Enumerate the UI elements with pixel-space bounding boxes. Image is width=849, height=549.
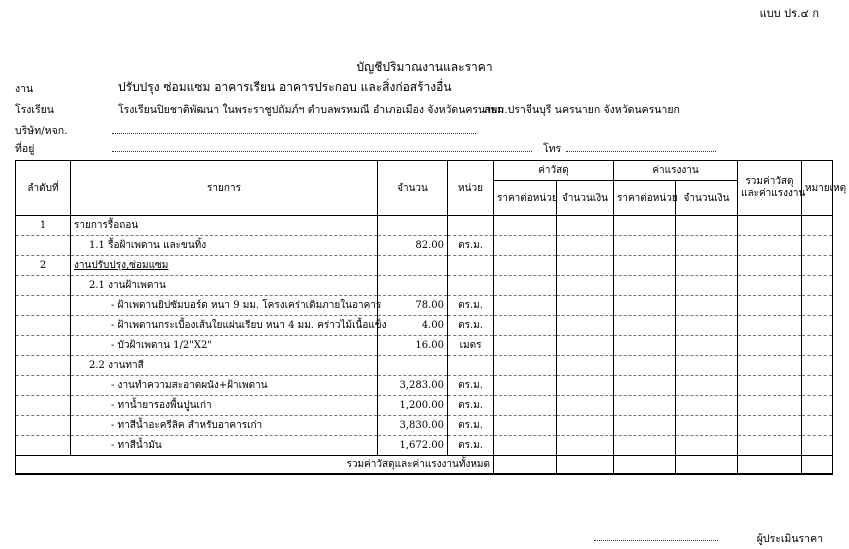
row-total: [738, 276, 802, 296]
row-seq: [16, 356, 71, 376]
row-remark: [802, 376, 833, 396]
row-unit: ตร.ม.: [448, 436, 494, 456]
phone-dotline: [566, 151, 716, 152]
row-material-amount: [557, 396, 614, 416]
row-seq: [16, 416, 71, 436]
document-title: บัญชีปริมาณงานและราคา: [356, 60, 493, 74]
row-labor-amount: [676, 236, 738, 256]
row-unit: ตร.ม.: [448, 316, 494, 336]
total-cell: [676, 456, 738, 475]
total-label: รวมค่าวัสดุและค่าแรงงานทั้งหมด: [16, 456, 494, 475]
address-dotline: [112, 151, 532, 152]
row-labor-unit-price: [614, 296, 676, 316]
row-labor-unit-price: [614, 396, 676, 416]
row-unit: ตร.ม.: [448, 396, 494, 416]
row-remark: [802, 216, 833, 236]
row-labor-amount: [676, 256, 738, 276]
row-remark: [802, 436, 833, 456]
row-material-amount: [557, 256, 614, 276]
row-qty: 82.00: [378, 236, 448, 256]
row-unit: [448, 216, 494, 236]
header-total-line2: และค่าแรงงาน: [741, 188, 806, 199]
header-qty: จำนวน: [378, 161, 448, 216]
row-labor-unit-price: [614, 416, 676, 436]
row-total: [738, 296, 802, 316]
row-unit: ตร.ม.: [448, 416, 494, 436]
row-qty: 3,283.00: [378, 376, 448, 396]
header-remark: หมายเหตุ: [802, 161, 833, 216]
row-unit: เมตร: [448, 336, 494, 356]
row-labor-amount: [676, 276, 738, 296]
row-labor-amount: [676, 436, 738, 456]
row-remark: [802, 236, 833, 256]
row-labor-amount: [676, 356, 738, 376]
table-header: [16, 161, 847, 216]
table-row: [16, 216, 833, 236]
row-material-amount: [557, 236, 614, 256]
header-seq: ลำดับที่: [16, 161, 71, 216]
table-row: [16, 356, 833, 376]
row-labor-amount: [676, 216, 738, 236]
row-material-unit-price: [494, 236, 557, 256]
phone-label: โทร: [543, 143, 562, 155]
row-qty: 4.00: [378, 316, 448, 336]
form-code: แบบ ปร.๔ ก: [759, 7, 819, 20]
row-total: [738, 236, 802, 256]
row-remark: [802, 396, 833, 416]
row-labor-unit-price: [614, 336, 676, 356]
row-total: [738, 336, 802, 356]
row-item: - ฝ้าเพดานยิปซัมบอร์ด หนา 9 มม. โครงเคร่าเดิมภายในอาคาร: [71, 296, 378, 316]
signature-label: ผู้ประเมินราคา: [756, 533, 823, 545]
row-material-amount: [557, 276, 614, 296]
row-material-amount: [557, 436, 614, 456]
office-value: สพม.ปราจีนบุรี นครนายก จังหวัดนครนายก: [484, 104, 680, 116]
row-material-unit-price: [494, 316, 557, 336]
table-row: [16, 296, 833, 316]
row-labor-amount: [676, 296, 738, 316]
row-seq: 2: [16, 256, 71, 276]
row-remark: [802, 416, 833, 436]
row-qty: 3,830.00: [378, 416, 448, 436]
boq-table: [15, 160, 847, 475]
row-seq: [16, 376, 71, 396]
row-labor-unit-price: [614, 436, 676, 456]
table-row: [16, 336, 833, 356]
row-material-unit-price: [494, 216, 557, 236]
row-item: รายการรื้อถอน: [71, 216, 378, 236]
total-cell: [494, 456, 557, 475]
row-qty: 1,200.00: [378, 396, 448, 416]
table-row: [16, 236, 833, 256]
row-total: [738, 416, 802, 436]
row-remark: [802, 256, 833, 276]
total-cell: [802, 456, 833, 475]
row-item: - ทาสีน้ำมัน: [71, 436, 378, 456]
row-qty: [378, 276, 448, 296]
row-material-amount: [557, 416, 614, 436]
row-unit: [448, 356, 494, 376]
row-labor-amount: [676, 396, 738, 416]
header-item: รายการ: [71, 161, 378, 216]
table-row: [16, 276, 833, 296]
row-material-unit-price: [494, 336, 557, 356]
header-labor-unit-price: ราคาต่อหน่วย: [614, 181, 676, 216]
row-labor-unit-price: [614, 216, 676, 236]
row-labor-unit-price: [614, 376, 676, 396]
row-total: [738, 256, 802, 276]
row-labor-amount: [676, 336, 738, 356]
row-total: [738, 216, 802, 236]
row-qty: 1,672.00: [378, 436, 448, 456]
row-item: - งานทำความสะอาดผนัง+ฝ้าเพดาน: [71, 376, 378, 396]
row-material-amount: [557, 356, 614, 376]
row-item: - ทาสีน้ำอะครีลิค สำหรับอาคารเก่า: [71, 416, 378, 436]
row-unit: ตร.ม.: [448, 376, 494, 396]
row-seq: [16, 336, 71, 356]
row-total: [738, 436, 802, 456]
school-value: โรงเรียนปิยชาติพัฒนา ในพระราชูปถัมภ์ฯ ตำบลพรหมณี อำเภอเมือง จังหวัดนครนายก: [118, 104, 504, 116]
total-cell: [614, 456, 676, 475]
signature-dotline: [594, 540, 718, 541]
table-row: [16, 256, 833, 276]
row-unit: [448, 276, 494, 296]
school-label: โรงเรียน: [15, 104, 54, 116]
table-row: [16, 436, 833, 456]
table-row: [16, 316, 833, 336]
row-material-amount: [557, 376, 614, 396]
row-material-unit-price: [494, 436, 557, 456]
row-seq: [16, 296, 71, 316]
row-seq: [16, 236, 71, 256]
total-cell: [557, 456, 614, 475]
row-qty: 16.00: [378, 336, 448, 356]
row-seq: [16, 276, 71, 296]
row-remark: [802, 356, 833, 376]
section-heading: งานปรับปรุง,ซ่อมแซม: [74, 260, 169, 271]
table-row: [16, 416, 833, 436]
table-row: [16, 376, 833, 396]
total-row: [16, 456, 833, 475]
header-total-line1: รวมค่าวัสดุ: [745, 176, 794, 187]
header-material-amount: จำนวนเงิน: [557, 181, 614, 216]
row-qty: 78.00: [378, 296, 448, 316]
row-remark: [802, 276, 833, 296]
row-unit: ตร.ม.: [448, 236, 494, 256]
row-unit: [448, 256, 494, 276]
row-material-unit-price: [494, 376, 557, 396]
row-material-amount: [557, 316, 614, 336]
work-label: งาน: [15, 83, 34, 95]
header-labor-amount: จำนวนเงิน: [676, 181, 738, 216]
total-cell: [738, 456, 802, 475]
row-material-unit-price: [494, 276, 557, 296]
header-total: [738, 161, 806, 216]
row-item: - ฝ้าเพดานกระเบื้องเส้นใยแผ่นเรียบ หนา 4 มม. คร่าวไม้เนื้อแข็ง: [71, 316, 378, 336]
company-label: บริษัท/หจก.: [15, 125, 68, 137]
header-labor: ค่าแรงงาน: [614, 161, 738, 181]
row-item: - ทาน้ำยารองพื้นปูนเก่า: [71, 396, 378, 416]
header-material: ค่าวัสดุ: [494, 161, 614, 181]
row-qty: [378, 216, 448, 236]
address-label: ที่อยู่: [15, 143, 35, 155]
row-item: [71, 256, 378, 276]
row-seq: [16, 316, 71, 336]
row-labor-unit-price: [614, 276, 676, 296]
row-material-unit-price: [494, 296, 557, 316]
row-labor-unit-price: [614, 236, 676, 256]
row-seq: 1: [16, 216, 71, 236]
row-seq: [16, 396, 71, 416]
row-material-amount: [557, 216, 614, 236]
header-material-unit-price: ราคาต่อหน่วย: [494, 181, 557, 216]
table-body: [16, 216, 833, 456]
row-material-unit-price: [494, 416, 557, 436]
work-value: ปรับปรุง ซ่อมแซม อาคารเรียน อาคารประกอบ และสิ่งก่อสร้างอื่น: [118, 80, 452, 94]
row-remark: [802, 316, 833, 336]
row-material-unit-price: [494, 256, 557, 276]
row-total: [738, 396, 802, 416]
row-remark: [802, 296, 833, 316]
row-material-amount: [557, 296, 614, 316]
row-total: [738, 316, 802, 336]
row-labor-unit-price: [614, 356, 676, 376]
row-remark: [802, 336, 833, 356]
row-labor-unit-price: [614, 316, 676, 336]
row-labor-unit-price: [614, 256, 676, 276]
row-material-unit-price: [494, 396, 557, 416]
row-item: - บัวฝ้าเพดาน 1/2"X2": [71, 336, 378, 356]
row-labor-amount: [676, 316, 738, 336]
row-total: [738, 376, 802, 396]
row-total: [738, 356, 802, 376]
table-row: [16, 396, 833, 416]
header-unit: หน่วย: [448, 161, 494, 216]
row-item: 2.2 งานทาสี: [71, 356, 378, 376]
row-material-unit-price: [494, 356, 557, 376]
row-seq: [16, 436, 71, 456]
company-dotline: [112, 133, 476, 134]
row-labor-amount: [676, 416, 738, 436]
row-material-amount: [557, 336, 614, 356]
row-labor-amount: [676, 376, 738, 396]
row-qty: [378, 256, 448, 276]
row-unit: ตร.ม.: [448, 296, 494, 316]
row-qty: [378, 356, 448, 376]
row-item: 2.1 งานฝ้าเพดาน: [71, 276, 378, 296]
row-item: 1.1 รื้อฝ้าเพดาน และขนทิ้ง: [71, 236, 378, 256]
